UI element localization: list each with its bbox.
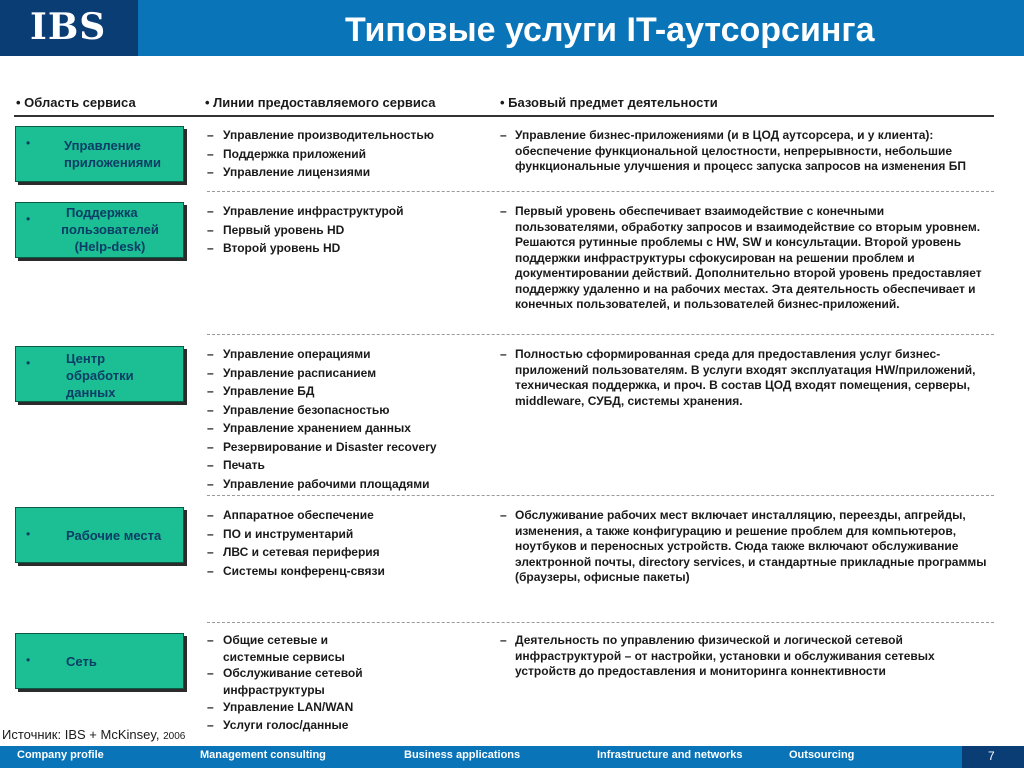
service-label-line: приложениями <box>64 155 161 170</box>
list-item: – Управление лицензиями <box>207 163 477 182</box>
service-label-line: пользователей <box>61 222 159 237</box>
service-description-text: Первый уровень обеспечивает взаимодействие с конечными пользователями, обработку запросов и взаимодействие со вторым уровнем. Решаются рутинные проблемы с HW, SW и консультации. Второй уровень поддержки инфраструктуры сфокусирован на решении проблем и документировании действий. Дополнительно второй уровень предоставляет поддержку удаленно и на рабочих местах. Эта деятельность обеспечивает и конечных пользователей, и пользователей бизнес-приложений. <box>515 204 982 311</box>
list-item: – Управление операциями <box>207 345 477 364</box>
list-item: – Управление рабочими площадями <box>207 475 477 494</box>
service-label <box>66 527 191 544</box>
footer-bar <box>0 746 1024 768</box>
service-bullet: • <box>26 212 31 226</box>
service-label-line: Управление <box>64 138 141 153</box>
row-separator <box>207 495 994 496</box>
list-item: – Резервирование и Disaster recovery <box>207 438 477 457</box>
list-item: – Обслуживание сетевой инфраструктуры <box>207 665 397 698</box>
list-item: – Управление хранением данных <box>207 419 477 438</box>
service-label-line: Сеть <box>66 654 97 669</box>
service-lines-list <box>207 506 477 580</box>
service-description: – Первый уровень обеспечивает взаимодействие с конечными пользователями, обработку запросов и взаимодействие со вторым уровнем. Решаются рутинные проблемы с HW, SW и консультации. Второй уровень поддержки инфраструктуры сфокусирован на решении проблем и документировании действий. Дополнительно второй уровень предоставляет поддержку удаленно и на рабочих местах. Эта деятельность обеспечивает и конечных пользователей, и пользователей бизнес-приложений. <box>500 204 982 311</box>
service-bullet: • <box>26 136 31 150</box>
header-bar <box>0 0 1024 56</box>
list-item: – Поддержка приложений <box>207 145 477 164</box>
service-description-text: Управление бизнес-приложениями (и в ЦОД аутсорсера, и у клиента): обеспечение функциональной целостности, непрерывности, небольшие функциональные улучшения и процесс запуска запросов на изменения БП <box>515 128 966 173</box>
service-description-text: Деятельность по управлению физической и логической сетевой инфраструктурой – от настройки, установки и обслуживания сетевых устройств до предоставления и мониторинга коннективности <box>515 633 935 678</box>
service-lines-list <box>207 632 397 734</box>
page-title: Типовые услуги IT-аутсорсинга <box>345 11 875 49</box>
service-label-line: Центр <box>66 351 106 366</box>
service-bullet: • <box>26 653 31 667</box>
list-item: – Второй уровень HD <box>207 239 477 258</box>
service-lines-list <box>207 345 477 493</box>
list-item: – Управление БД <box>207 382 477 401</box>
header-divider <box>14 115 994 117</box>
service-bullet: • <box>26 356 31 370</box>
service-description: – Управление бизнес-приложениями (и в ЦОД аутсорсера, и у клиента): обеспечение функциональной целостности, непрерывности, небольшие функциональные улучшения и процесс запуска запросов на изменения БП <box>500 128 966 173</box>
column-header-area: • Область сервиса <box>16 95 136 110</box>
service-box-workplaces <box>15 507 184 563</box>
service-label-line: (Help-desk) <box>74 239 146 254</box>
service-label-line: обработки <box>66 368 134 383</box>
service-label <box>42 204 178 255</box>
list-item: – ЛВС и сетевая периферия <box>207 543 477 562</box>
row-separator <box>207 334 994 335</box>
service-description: – Обслуживание рабочих мест включает инсталляцию, переезды, апгрейды, изменения, а также конфигурацию и решение проблем для компьютеров, ноутбуков и переносных устройств. Сюда также включают обслуживание электронной почты, directory services, и стандартные прикладные программы (браузеры, офисные пакеты) <box>500 508 987 584</box>
service-label <box>66 653 186 670</box>
column-header-lines: • Линии предоставляемого сервиса <box>205 95 436 110</box>
list-item: – Управление LAN/WAN <box>207 698 397 716</box>
list-item: – Услуги голос/данные <box>207 716 397 734</box>
service-lines-list <box>207 126 477 182</box>
page-number: 7 <box>988 749 995 763</box>
logo-box <box>0 0 138 56</box>
list-item: – Управление безопасностью <box>207 401 477 420</box>
service-box-network <box>15 633 184 689</box>
list-item: – Печать <box>207 456 477 475</box>
list-item: – Первый уровень HD <box>207 221 477 240</box>
footer-link-infrastructure[interactable]: Infrastructure and networks <box>597 749 743 761</box>
service-label-line: Рабочие места <box>66 528 162 543</box>
column-header-subject: • Базовый предмет деятельности <box>500 95 718 110</box>
service-label <box>64 137 184 171</box>
service-label <box>66 350 186 401</box>
list-item: – Управление расписанием <box>207 364 477 383</box>
service-description: – Полностью сформированная среда для предоставления услуг бизнес-приложений пользователям. В услуги входят эксплуатация HW/приложений, техническая поддержка, и проч. В состав ЦОД входят помещения, серверы, middleware, СУБД, системы хранения. <box>500 347 976 408</box>
ibs-logo: IBS <box>30 6 107 48</box>
service-bullet: • <box>26 527 31 541</box>
service-description: – Деятельность по управлению физической и логической сетевой инфраструктурой – от настройки, установки и обслуживания сетевых устройств до предоставления и мониторинга коннективности <box>500 633 935 678</box>
list-item: – Управление производительностью <box>207 126 477 145</box>
footer-link-company-profile[interactable]: Company profile <box>17 749 104 761</box>
service-description-text: Полностью сформированная среда для предоставления услуг бизнес-приложений пользователям. В услуги входят эксплуатация HW/приложений, техническая поддержка, и проч. В состав ЦОД входят помещения, серверы, middleware, СУБД, системы хранения. <box>515 347 976 408</box>
footer-link-business-applications[interactable]: Business applications <box>404 749 521 761</box>
service-label-line: данных <box>66 385 116 400</box>
service-box-helpdesk <box>15 202 184 258</box>
service-lines-list <box>207 202 477 258</box>
list-item: – Системы конференц-связи <box>207 562 477 581</box>
list-item: – ПО и инструментарий <box>207 525 477 544</box>
source-text: Источник: IBS + McKinsey, <box>2 727 160 742</box>
service-box-applications <box>15 126 184 182</box>
row-separator <box>207 191 994 192</box>
footer-link-management-consulting[interactable]: Management consulting <box>200 749 326 761</box>
list-item: – Общие сетевые и системные сервисы <box>207 632 397 665</box>
service-box-datacenter <box>15 346 184 402</box>
footer-link-outsourcing[interactable]: Outsourcing <box>789 749 855 761</box>
service-description-text: Обслуживание рабочих мест включает инсталляцию, переезды, апгрейды, изменения, а также конфигурацию и решение проблем для компьютеров, ноутбуков и переносных устройств. Сюда также включают обслуживание электронной почты, directory services, и стандартные прикладные программы (браузеры, офисные пакеты) <box>515 508 987 584</box>
service-label-line: Поддержка <box>66 205 138 220</box>
source-year: 2006 <box>163 731 186 742</box>
list-item: – Аппаратное обеспечение <box>207 506 477 525</box>
row-separator <box>207 622 994 623</box>
source-note <box>2 727 185 742</box>
list-item: – Управление инфраструктурой <box>207 202 477 221</box>
